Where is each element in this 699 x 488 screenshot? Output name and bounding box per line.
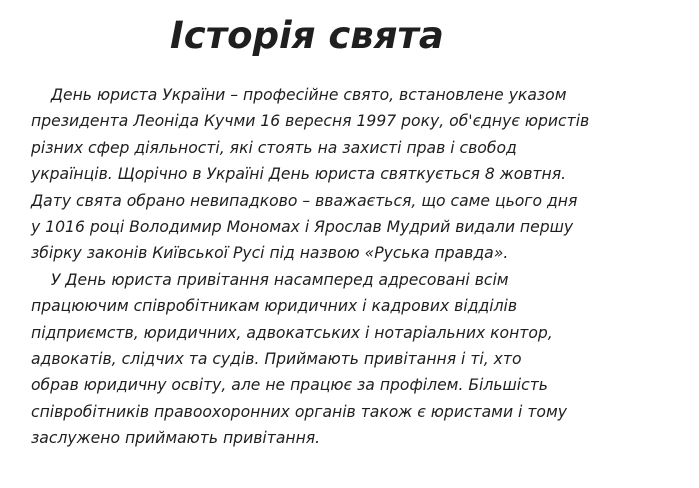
text-line: президента Леоніда Кучми 16 вересня 1997 року, об'єднує юристів <box>31 112 590 131</box>
text-line: заслужено приймають привітання. <box>31 429 321 448</box>
page-title: Історія свята <box>170 14 444 57</box>
text-line: українців. Щорічно в Україні День юриста святкується 8 жовтня. <box>31 165 567 184</box>
paragraph-history <box>31 82 671 267</box>
text-line: День юриста України – професійне свято, встановлене указом <box>31 86 567 104</box>
paragraph-greetings <box>31 267 671 452</box>
text-line: у 1016 році Володимир Мономах і Ярослав Мудрий видали першу <box>31 217 574 236</box>
text-line: різних сфер діяльності, які стоять на захисті прав і свобод <box>31 138 517 157</box>
text-line: працюючим співробітникам юридичних і кадрових відділів <box>31 297 518 316</box>
text-line: підприємств, юридичних, адвокатських і нотаріальних контор, <box>31 323 553 342</box>
text-line: адвокатів, слідчих та судів. Приймають привітання і ті, хто <box>31 349 522 368</box>
text-line: співробітників правоохоронних органів також є юристами і тому <box>31 402 567 421</box>
text-line: обрав юридичну освіту, але не працює за профілем. Більшість <box>31 376 548 395</box>
body-text <box>31 82 671 451</box>
text-line: У День юриста привітання насамперед адресовані всім <box>31 270 509 289</box>
text-line: збірку законів Київської Русі під назвою «Руська правда». <box>31 244 509 263</box>
text-line: Дату свята обрано невипадково – вважається, що саме цього дня <box>31 191 578 210</box>
